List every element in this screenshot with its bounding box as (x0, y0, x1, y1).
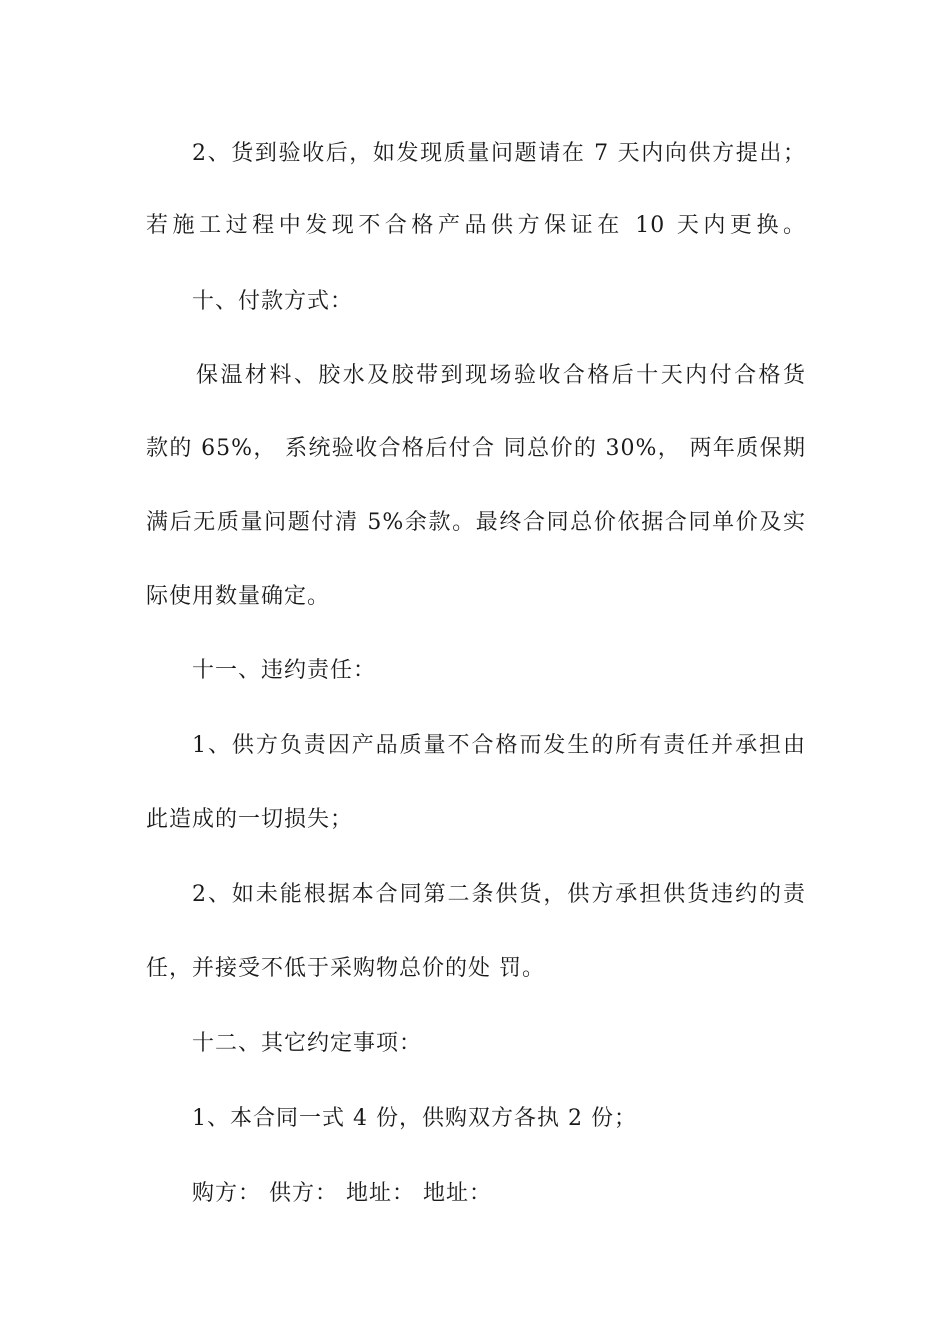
section-heading-other-terms: 十二、其它约定事项： (192, 1031, 423, 1056)
payment-paragraph-line-4: 际使用数量确定。 (146, 584, 331, 609)
payment-paragraph-line-3: 满后无质量问题付清 5%余款。最终合同总价依据合同单价及实 (146, 510, 806, 535)
payment-paragraph-line-2: 款的 65%， 系统验收合格后付合 同总价的 30%， 两年质保期 (146, 436, 806, 461)
liability-item-2-line-2: 任，并接受不低于采购物总价的处 罚。 (146, 956, 545, 981)
clause-9-item-2-line-1: 2、货到验收后，如发现质量问题请在 7 天内向供方提出； (192, 141, 806, 166)
signature-fields: 购方： 供方： 地址： 地址： (192, 1181, 492, 1206)
other-terms-item-1: 1、本合同一式 4 份，供购双方各执 2 份； (192, 1106, 637, 1131)
liability-item-1-line-2: 此造成的一切损失； (146, 807, 354, 832)
section-heading-liability: 十一、违约责任： (192, 658, 377, 683)
liability-item-2-line-1: 2、如未能根据本合同第二条供货，供方承担供货违约的责 (192, 882, 806, 907)
section-heading-payment: 十、付款方式： (192, 289, 354, 314)
clause-9-item-2-line-2: 若施工过程中发现不合格产品供方保证在 10 天内更换。 (146, 213, 806, 238)
payment-paragraph-line-1: 保温材料、胶水及胶带到现场验收合格后十天内付合格货 (196, 363, 806, 388)
liability-item-1-line-1: 1、供方负责因产品质量不合格而发生的所有责任并承担由 (192, 733, 806, 758)
